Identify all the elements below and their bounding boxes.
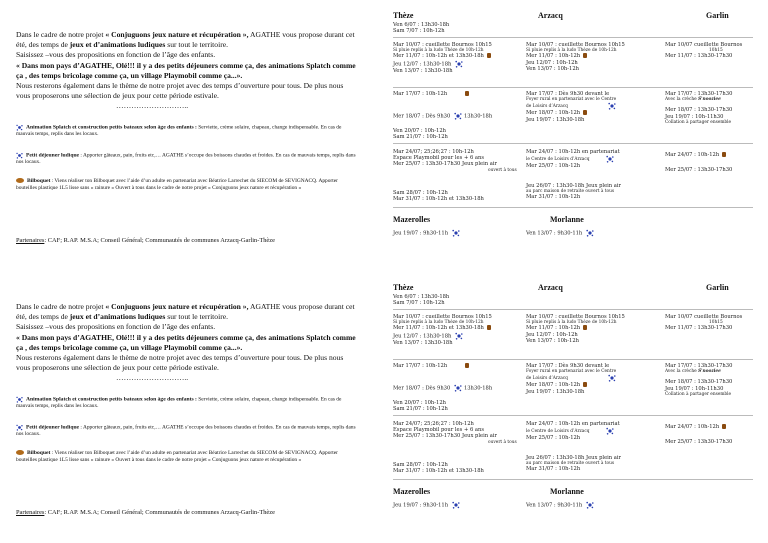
arzacq-week2 [526,363,656,395]
splash-icon [608,102,616,110]
theze-week1 [393,314,513,346]
arzacq-week4 [526,183,666,201]
schedule-line: Jeu 12/07 : 13h30-18h [393,333,452,340]
schedule-line: Jeu 19/07 : 9h30-11h [393,230,449,237]
schedule-line: Foyer rural en partenariat avec le Centre [526,369,617,375]
schedule-line: Avec la crèche [665,369,697,375]
divider [393,309,753,310]
project-title: « Conjuguons jeux nature et récupération », [105,302,249,311]
theze-week2 [393,91,513,97]
schedule-line: Mer 25/07 : 13h30-17h30 [665,167,733,174]
garlin-week1 [665,42,765,60]
intro-pre: Dans le cadre de notre projet [16,30,106,39]
schedule-line: Mer 18/07 : 13h30-17h30 [665,379,733,386]
schedule-line: Mar 24/07 : 10h-12h [665,152,720,158]
breakfast-section [16,424,356,438]
schedule-line: Foyer rural en partenariat avec le Centre [526,97,617,103]
bilboquet-icon [465,363,469,368]
splash-icon [455,332,463,340]
schedule-line: Mer 11/07 : 10h-12h [526,53,581,60]
schedule-line: Jeu 19/07 : 10h-11h30 [665,113,724,120]
schedule-line: Mer 18/07 : Dès 9h30 [393,113,451,120]
intro-bold: jeux et d’animations ludiques [69,312,166,322]
divider [393,415,753,416]
intro-slogan: « Dans mon pays d’AGATHE, Olé!!! il y a des petits déjeuners comme ça, des animations Splatch comme ça , des temps bricolage comme ça, un village Playmobil comme ça...». [16,60,356,80]
splash-icon [586,229,594,237]
breakfast-text: : Apporter gâteaux, pain, fruits etc,… AGATHE s’occupe des boissons chaudes et froides. En cas de mauvais temps, replis dans nos locaux. [16,424,356,438]
schedule-line: Si pluie replis à la ludo Thèze de 10h-12h [393,48,484,54]
schedule-line: Mar 31/07 : 10h-12h et 13h30-18h [393,468,484,475]
intro-pre: Dans le cadre de notre projet [16,302,106,311]
splash-icon [16,124,23,131]
splatch-section [16,396,356,410]
garlin-title: Garlin [706,11,729,20]
schedule-line: Collation à partager ensemble [665,119,732,125]
theze-week3 [393,421,523,445]
schedule-line: Mer 11/07 : 10h-12h et 13h30-18h [393,53,484,60]
schedule-line: Mar 31/07 : 10h-12h et 13h30-18h [393,196,484,203]
schedule-line: Espace Playmobil pour les + 6 ans [393,427,484,434]
schedule-line: Mar 10/07 : cueillette Bournos 10h15 [526,314,625,320]
schedule-line: Ven 20/07 : 10h-12h [393,400,446,406]
theze-week2b [393,384,533,392]
schedule-line: Mer 25/07 : 13h30-17h30 Jeux plein air [393,161,497,168]
splash-icon [606,427,614,435]
schedule-line: Ven 13/07 : 9h30-11h [526,502,583,509]
schedule-line: 10h15 [709,48,723,54]
schedule-line: Si pluie replis à la ludo Thèze de 10h-12h [526,320,617,326]
splatch-section [16,124,356,138]
schedule-line: Mar 24/07; 25;26;27 : 10h-12h [393,421,474,427]
schedule-line: Mer 11/07 : 13h30-17h30 [665,325,733,332]
bilboquet-icon [583,325,587,330]
morlanne-title: Morlanne [550,487,584,496]
schedule-line: Mar 31/07 : 10h-12h [526,466,581,473]
theze-week4 [393,190,523,202]
intro-text [16,302,356,384]
schedule-line: Ven 13/07 : 13h30-18h [393,67,453,74]
morlanne-title: Morlanne [550,215,584,224]
schedule-line: Mer 11/07 : 10h-12h [526,325,581,332]
theze-title: Thèze [393,283,414,292]
divider [393,87,753,88]
schedule-line: Mar 10/07 cueillette Bournos [665,314,743,320]
bilboquet-icon [722,152,726,157]
schedule-line: Jeu 12/07 : 10h-12h [526,331,578,338]
partners-label: Partenaires [16,509,45,516]
schedule-line: Avec la crèche [665,97,697,103]
theze-week1 [393,42,513,74]
garlin-week3 [665,152,765,173]
partners [16,236,275,246]
intro-bold: jeux et d’animations ludiques [69,40,166,50]
bilboquet-icon [583,110,587,115]
intro-age: Saisissez –vous des propositions en fonction de l’âge des enfants. [16,322,216,332]
theze-week2b [393,112,533,120]
garlin-week2 [665,91,765,125]
bilboquet-icon [465,91,469,96]
bilboquet-icon [16,178,24,183]
schedule-line: Ven 13/07 : 10h-12h [526,65,579,72]
creche-name: S'nooziee [698,369,721,375]
divider [393,143,753,144]
bilboquet-title: Bilboquet [27,178,51,184]
bilboquet-text: : Viens réaliser ton Bilboquet avec l’aide d’un adulte en partenariat avec Béatrice Larrechet du SIECOM de SEVIGNACQ. Apporter bouteilles plastique 1L5 lisse sans « rainure » Ouvert à tous dans le cadre de notre projet « Conjuguons jeux nature et récupération » [16,178,338,191]
divider [393,207,753,208]
intro-dots: ……………………….. [116,373,189,383]
schedule-line: Jeu 26/07 : 13h30-18h Jeux plein air [526,455,622,461]
schedule-line: Ven 20/07 : 10h-12h [393,128,446,134]
schedule-line: Ven 13/07 : 9h30-11h [526,230,583,237]
schedule-line: de Loisirs d’Arzacq [526,376,568,382]
creche-name: S'nooziee [698,97,721,103]
bilboquet-section [16,178,356,191]
intro-age: Saisissez –vous des propositions en fonction de l’âge des enfants. [16,50,216,60]
intro-slogan: « Dans mon pays d’AGATHE, Olé!!! il y a des petits déjeuners comme ça, des animations Splatch comme ça , des temps bricolage comme ça, un village Playmobil comme ça...». [16,332,356,352]
splash-icon [454,384,462,392]
arzacq-week2 [526,91,656,123]
breakfast-title: Petit déjeuner ludique [26,152,80,159]
schedule-line: Jeu 19/07 : 13h30-18h [526,388,585,395]
intro-post: AGATHE vous propose durant cet été, des temps de [16,302,355,322]
bilboquet-title: Bilboquet [27,450,51,456]
schedule-line: 10h15 [709,320,723,326]
breakfast-icon [16,424,23,431]
arzacq-week3 [526,421,656,441]
splash-icon [452,229,460,237]
intro-post2: sur tout le territoire. [165,312,228,322]
schedule-line: Sam 28/07 : 10h-12h [393,190,448,196]
schedule-line: Mar 17/07 : 13h30-17h30 [665,363,733,369]
schedule-line: 13h30-18h [463,113,493,120]
arzacq-week1 [526,314,656,344]
schedule-line: Mar 10/07 cueillette Bournos [665,42,743,48]
mazerolles-title: Mazerolles [393,215,431,224]
schedule-line: Si pluie replis à la ludo Thèze de 10h-12h [526,48,617,54]
schedule-line: Mer 11/07 : 10h-12h et 13h30-18h [393,325,484,332]
theze-column [393,22,513,34]
arzacq-week3 [526,149,656,169]
divider [393,359,753,360]
theze-week3 [393,149,523,173]
schedule-line: ouvert à tous [488,439,517,445]
schedule-line: Mar 24/07; 25;26;27 : 10h-12h [393,149,474,155]
schedule-line: Sam 28/07 : 10h-12h [393,462,448,468]
splatch-text: Serviette, crème solaire, chapeau, change indispensable. En cas de mauvais temps, replis dans les locaux. [16,396,342,410]
bilboquet-text: : Viens réaliser ton Bilboquet avec l’aide d’un adulte en partenariat avec Béatrice Larrechet du SIECOM de SEVIGNACQ. Apporter bouteilles plastique 1L5 lisse sans « rainure » Ouvert à tous dans le cadre de notre projet « Conjuguons jeux nature et récupération » [16,450,338,463]
partners-text: : CAF; R.AP. M.S.A; Conseil Général; Communautés de communes Arzacq-Garlin-Thèze [44,237,275,244]
theze-week4 [393,462,523,474]
partners [16,508,275,518]
schedule-line: Sam 7/07 : 10h-12h [393,300,445,307]
intro-theme: Nous resterons également dans le thème de notre projet avec des temps d’ouverture pour tous. De plus nous vous proposerons une sélection de jeux pour cette période estivale. [16,81,344,101]
schedule-line: Mer 11/07 : 13h30-17h30 [665,53,733,60]
bilboquet-section [16,450,356,463]
schedule-line: Mar 31/07 : 10h-12h [526,194,581,201]
schedule-line: Mar 24/07 : 10h-12h en partenariat [526,421,620,427]
breakfast-icon [16,152,23,159]
morlanne-column [526,229,656,237]
splash-icon [586,501,594,509]
theze-column [393,294,513,306]
intro-paragraph [16,302,356,322]
arzacq-week1 [526,42,656,72]
schedule-line: Sam 7/07 : 10h-12h [393,28,445,35]
bilboquet-icon [487,325,491,330]
schedule-line: Mer 18/07 : 10h-12h [526,110,581,117]
schedule-line: Mar 17/07 : Dès 9h30 devant le [526,363,610,369]
schedule-line: Mar 10/07 : cueillette Bournos 10h15 [393,314,492,320]
schedule-line: Jeu 19/07 : 10h-11h30 [665,385,724,392]
theze-week2c [393,128,513,140]
schedule-line: Sam 21/07 : 10h-12h [393,406,448,413]
schedule-line: Ven 6/07 : 13h30-18h [393,22,450,28]
schedule-line: Mar 10/07 : cueillette Bournos 10h15 [393,42,492,48]
schedule-line: Mer 18/07 : Dès 9h30 [393,385,451,392]
schedule-line: Jeu 12/07 : 10h-12h [526,59,578,66]
bilboquet-icon [583,382,587,387]
arzacq-title: Arzacq [538,11,563,20]
schedule-line: de Loisirs d’Arzacq [526,104,568,110]
divider [393,37,753,38]
theze-week2 [393,363,513,369]
breakfast-text: : Apporter gâteaux, pain, fruits etc,… AGATHE s’occupe des boissons chaudes et froides. En cas de mauvais temps, replis dans nos locaux. [16,152,356,166]
schedule-line: Mer 18/07 : 10h-12h [526,382,581,389]
intro-text [16,30,356,112]
flyer-top [0,0,768,271]
intro-post2: sur tout le territoire. [165,40,228,50]
breakfast-section [16,152,356,166]
schedule-line: Mar 10/07 : cueillette Bournos 10h15 [526,42,625,48]
schedule-line: ouvert à tous [488,167,517,173]
splash-icon [606,155,614,163]
schedule-line: Collation à partager ensemble [665,391,732,397]
flyer-bottom [0,272,768,543]
partners-text: : CAF; R.AP. M.S.A; Conseil Général; Communautés de communes Arzacq-Garlin-Thèze [44,509,275,516]
mazerolles-column [393,229,523,237]
bilboquet-icon [722,424,726,429]
schedule-line: Jeu 19/07 : 13h30-18h [526,116,585,123]
garlin-week1 [665,314,765,332]
schedule-line: Mar 17/07 : 10h-12h [393,363,448,369]
schedule-line: 13h30-18h [463,385,493,392]
schedule-line: Mer 18/07 : 13h30-17h30 [665,107,733,114]
schedule-line: le Centre de Loisirs d’Arzacq [526,429,590,435]
schedule-line: Mer 25/07 : 13h30-17h30 [665,439,733,446]
morlanne-column [526,501,656,509]
schedule-line: Espace Playmobil pour les + 6 ans [393,155,484,162]
schedule-line: Jeu 12/07 : 13h30-18h [393,61,452,68]
schedule-line: Mar 17/07 : Dès 9h30 devant le [526,91,610,97]
schedule-line: Ven 6/07 : 13h30-18h [393,294,450,300]
splash-icon [452,501,460,509]
partners-label: Partenaires [16,237,45,244]
schedule-line: le Centre de Loisirs d’Arzacq [526,157,590,163]
schedule-line: Mar 24/07 : 10h-12h en partenariat [526,149,620,155]
schedule-line: Mar 17/07 : 13h30-17h30 [665,91,733,97]
bilboquet-icon [16,450,24,455]
schedule-line: Sam 21/07 : 10h-12h [393,134,448,141]
divider [393,479,753,480]
schedule-line: Si pluie replis à la ludo Thèze de 10h-12h [393,320,484,326]
schedule-line: au parc maison de retraite ouvert à tous [526,189,615,195]
intro-dots: ……………………….. [116,101,189,111]
schedule-line: Mer 25/07 : 10h-12h [526,163,581,170]
schedule-line: au parc maison de retraite ouvert à tous [526,461,615,467]
theze-week2c [393,400,513,412]
splatch-title: Animation Splatch et construction petits bateaux selon âge des enfants : [26,124,197,131]
splash-icon [16,396,23,403]
bilboquet-icon [487,53,491,58]
schedule-line: Mar 24/07 : 10h-12h [665,424,720,430]
splash-icon [608,374,616,382]
garlin-week2 [665,363,765,397]
arzacq-week4 [526,455,666,473]
intro-post: AGATHE vous propose durant cet été, des temps de [16,30,355,50]
splatch-text: Serviette, crème solaire, chapeau, change indispensable. En cas de mauvais temps, replis dans les locaux. [16,124,342,138]
breakfast-title: Petit déjeuner ludique [26,424,80,431]
mazerolles-title: Mazerolles [393,487,431,496]
mazerolles-column [393,501,523,509]
intro-paragraph [16,30,356,50]
garlin-week3 [665,424,765,445]
schedule-line: Mer 25/07 : 10h-12h [526,435,581,442]
intro-theme: Nous resterons également dans le thème de notre projet avec des temps d’ouverture pour tous. De plus nous vous proposerons une sélection de jeux pour cette période estivale. [16,353,344,373]
theze-title: Thèze [393,11,414,20]
splatch-title: Animation Splatch et construction petits bateaux selon âge des enfants : [26,396,197,403]
schedule-line: Mer 25/07 : 13h30-17h30 Jeux plein air [393,433,497,440]
schedule-line: Ven 13/07 : 13h30-18h [393,339,453,346]
schedule-line: Jeu 26/07 : 13h30-18h Jeux plein air [526,183,622,189]
schedule-line: Mar 17/07 : 10h-12h [393,91,448,97]
splash-icon [454,112,462,120]
garlin-title: Garlin [706,283,729,292]
bilboquet-icon [583,53,587,58]
schedule-line: Ven 13/07 : 10h-12h [526,337,579,344]
schedule-line: Jeu 19/07 : 9h30-11h [393,502,449,509]
project-title: « Conjuguons jeux nature et récupération », [105,30,249,39]
arzacq-title: Arzacq [538,283,563,292]
splash-icon [455,60,463,68]
